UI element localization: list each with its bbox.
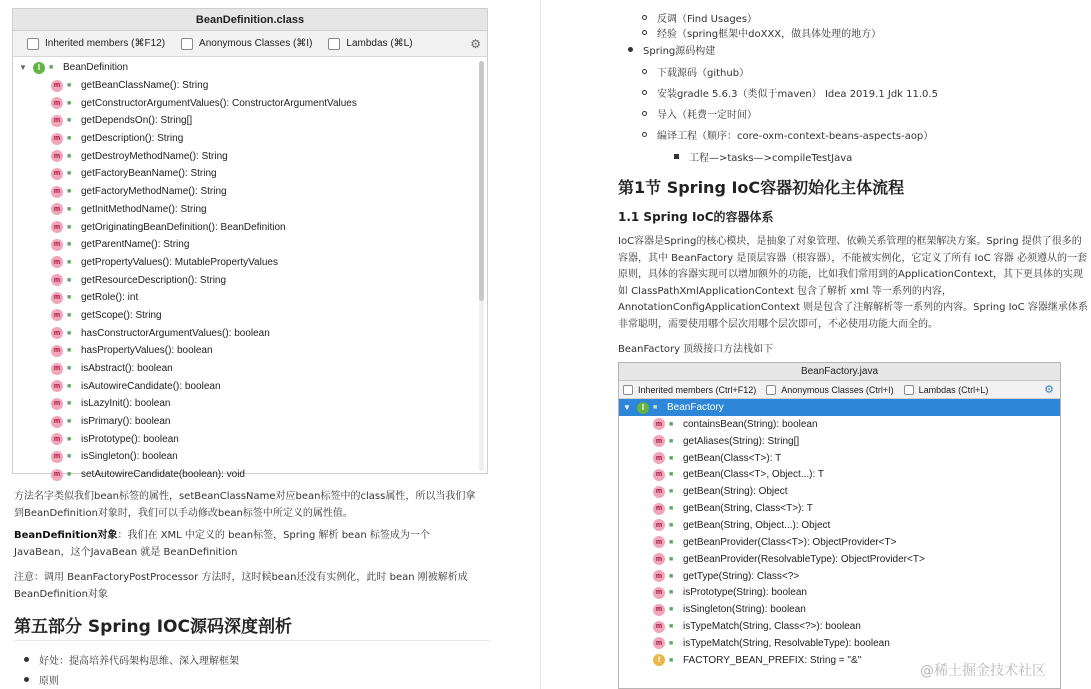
bold-term: BeanDefinition对象 [14,530,118,541]
public-access-icon: ■ [669,606,674,614]
method-icon: m [51,469,63,481]
method-label: getBean(String, Object...): Object [683,519,831,531]
paragraph-note: 注意：调用 BeanFactoryPostProcessor 方法时，这时候bean还没有实例化，此时 bean 刚被解析成 BeanDefinition对象 [14,572,468,600]
list-item: 工程—>tasks—>compileTestJava [674,148,852,164]
method-icon: m [653,503,665,515]
circle-bullet-icon [642,90,647,95]
method-icon: m [51,115,63,127]
inherited-members-option[interactable]: Inherited members (⌘F12) [27,38,165,50]
method-label: isPrototype(): boolean [81,433,179,445]
circle-bullet-icon [642,69,647,74]
public-access-icon: ■ [669,572,674,580]
method-label: isSingleton(): boolean [81,451,178,463]
public-access-icon: ■ [669,521,674,529]
method-label: getParentName(): String [81,239,190,251]
method-icon: m [653,553,665,565]
tree-root-label: BeanDefinition [63,62,129,74]
method-label: FACTORY_BEAN_PREFIX: String = "&" [683,654,862,666]
list-item: 编译工程（顺序：core-oxm-context-beans-aspects-aop） [642,126,933,142]
list-item: 经验（spring框架中doXXX，做具体处理的地方） [642,24,881,40]
method-label: getAliases(String): String[] [683,435,800,447]
method-icon: m [51,363,63,375]
method-icon: m [51,274,63,286]
section-heading: 1.1 Spring IoC的容器体系 [618,210,774,224]
method-icon: m [51,380,63,392]
public-access-icon: ■ [67,276,72,284]
method-row[interactable] [13,430,487,448]
public-access-icon: ■ [669,639,674,647]
public-access-icon: ■ [67,82,72,90]
public-access-icon: ■ [67,258,72,266]
method-icon: m [653,435,665,447]
method-icon: m [653,486,665,498]
public-access-icon: ■ [669,471,674,479]
beanfactory-structure-popup[interactable] [618,362,1061,689]
list-item: 安装gradle 5.6.3（类似于maven） Idea 2019.1 Jdk 11.0.5 [642,84,938,100]
method-label: isAutowireCandidate(): boolean [81,380,221,392]
method-row[interactable] [13,466,487,484]
method-icon: m [51,292,63,304]
method-row[interactable] [13,254,487,272]
method-label: isSingleton(String): boolean [683,604,806,616]
method-row[interactable] [13,147,487,165]
method-icon: m [653,570,665,582]
method-label: getBean(Class<T>, Object...): T [683,469,824,481]
method-row[interactable] [13,112,487,130]
method-row[interactable] [13,289,487,307]
method-label: getFactoryMethodName(): String [81,186,227,198]
method-icon: m [51,398,63,410]
public-access-icon: ■ [669,656,674,664]
beanfactory-options-bar [619,381,1060,399]
list-item: Spring源码构建 [628,41,715,57]
method-row[interactable] [13,201,487,219]
watermark: @稀土掘金技术社区 [920,663,1046,679]
anonymous-classes-option[interactable]: Anonymous Classes (⌘I) [181,38,312,50]
method-label: getInitMethodName(): String [81,203,207,215]
method-icon: m [653,621,665,633]
public-access-icon: ■ [67,471,72,479]
section-heading: 第五部分 Spring IOC源码深度剖析 [14,617,292,637]
structure-scrollbar[interactable] [479,61,484,471]
method-label: isPrimary(): boolean [81,416,171,428]
public-access-icon: ■ [67,311,72,319]
tree-root-beandefinition[interactable] [13,59,487,77]
method-row[interactable] [13,165,487,183]
left-document-page [0,0,500,689]
method-icon: m [653,587,665,599]
method-icon: m [51,309,63,321]
expand-triangle-icon[interactable]: ▼ [19,63,27,73]
tree-root-label: BeanFactory [667,402,724,413]
bullet-icon [24,657,29,662]
list-item: 反调（Find Usages） [642,9,757,25]
anonymous-classes-option[interactable]: Anonymous Classes (Ctrl+I) [766,385,893,395]
inherited-members-option[interactable]: Inherited members (Ctrl+F12) [623,385,756,395]
public-access-icon: ■ [669,505,674,513]
public-access-icon: ■ [67,365,72,373]
method-row[interactable] [619,551,1060,568]
method-row[interactable] [619,618,1060,635]
method-row[interactable] [13,448,487,466]
method-label: getScope(): String [81,309,162,321]
public-access-icon: ■ [669,454,674,462]
method-row[interactable] [619,416,1060,433]
method-row[interactable] [619,584,1060,601]
public-access-icon: ■ [669,437,674,445]
method-icon: m [653,637,665,649]
method-row[interactable] [619,483,1060,500]
interface-icon: I [33,62,45,74]
lambdas-checkbox[interactable] [904,385,914,395]
method-label: getBean(String): Object [683,486,788,498]
method-row[interactable] [13,236,487,254]
method-row[interactable] [13,360,487,378]
structure-options-bar [13,31,487,57]
method-icon: m [51,345,63,357]
public-access-icon: ■ [67,400,72,408]
method-label: isPrototype(String): boolean [683,587,807,599]
public-access-icon: ■ [67,294,72,302]
method-label: getDestroyMethodName(): String [81,150,228,162]
method-label: getResourceDescription(): String [81,274,227,286]
gear-icon[interactable]: ⚙ [1044,384,1054,396]
method-icon: m [51,256,63,268]
public-access-icon: ■ [67,205,72,213]
page-divider [540,0,541,689]
method-icon: m [51,221,63,233]
public-access-icon: ■ [67,347,72,355]
public-access-icon: ■ [67,418,72,426]
method-icon: m [51,203,63,215]
public-access-icon: ■ [669,488,674,496]
method-label: getBean(Class<T>): T [683,452,782,464]
method-icon: m [51,239,63,251]
method-label: isLazyInit(): boolean [81,398,171,410]
public-access-icon: ■ [669,555,674,563]
method-row[interactable] [13,94,487,112]
method-icon: m [51,97,63,109]
circle-bullet-icon [642,132,647,137]
method-row[interactable] [619,601,1060,618]
method-label: getDependsOn(): String[] [81,115,193,127]
public-access-icon: ■ [669,623,674,631]
method-label: hasConstructorArgumentValues(): boolean [81,327,270,339]
lambdas-option[interactable]: Lambdas (Ctrl+L) [904,385,989,395]
public-access-icon: ■ [67,188,72,196]
public-access-icon: ■ [67,152,72,160]
interface-icon: I [637,402,649,414]
public-access-icon: ■ [67,382,72,390]
method-label: getBeanClassName(): String [81,80,209,92]
public-access-icon: ■ [669,538,674,546]
method-label: getFactoryBeanName(): String [81,168,217,180]
anonymous-classes-checkbox[interactable] [181,38,193,50]
method-label: isAbstract(): boolean [81,363,173,375]
list-item: 好处：提高培养代码架构思维、深入理解框架 [24,651,239,667]
method-row[interactable] [13,324,487,342]
public-access-icon: ■ [67,170,72,178]
list-item: 原则 [24,671,59,687]
method-row[interactable] [619,534,1060,551]
method-row[interactable] [13,413,487,431]
method-icon: m [653,452,665,464]
lambdas-option[interactable]: Lambdas (⌘L) [328,38,412,50]
method-label: setAutowireCandidate(boolean): void [81,469,245,481]
method-row[interactable] [13,377,487,395]
gear-icon[interactable]: ⚙ [470,37,481,51]
lambdas-checkbox[interactable] [328,38,340,50]
method-label: isTypeMatch(String, Class<?>): boolean [683,621,861,633]
public-access-icon: ■ [67,99,72,107]
structure-popup[interactable] [12,8,488,481]
method-label: getBeanProvider(ResolvableType): ObjectProvider<T> [683,553,925,565]
public-access-icon: ■ [49,64,54,72]
anonymous-classes-checkbox[interactable] [766,385,776,395]
method-label: getBeanProvider(Class<T>): ObjectProvider<T> [683,536,897,548]
method-label: getConstructorArgumentValues(): ConstructorArgumentValues [81,97,357,109]
square-bullet-icon [674,154,679,159]
method-label: hasPropertyValues(): boolean [81,345,213,357]
chapter-heading: 第1节 Spring IoC容器初始化主体流程 [618,178,905,197]
method-row[interactable] [13,130,487,148]
method-label: isTypeMatch(String, ResolvableType): boolean [683,637,890,649]
public-access-icon: ■ [67,241,72,249]
method-row[interactable] [13,183,487,201]
method-label: containsBean(String): boolean [683,418,818,430]
method-row[interactable] [13,307,487,325]
paragraph-bean-properties: 方法名字类似我们bean标签的属性，setBeanClassName对应bean标签中的class属性，所以当我们拿到BeanDefinition对象时，我们可以手动修改bean标签中所定义的属性值。 [14,491,476,519]
inherited-members-checkbox[interactable] [623,385,633,395]
method-label: getBean(String, Class<T>): T [683,503,813,515]
tree-root-beanfactory[interactable] [619,399,1060,416]
method-row[interactable] [619,568,1060,585]
method-icon: m [653,469,665,481]
method-label: getType(String): Class<?> [683,570,800,582]
expand-triangle-icon[interactable]: ▼ [623,403,631,412]
method-icon: m [653,519,665,531]
method-row[interactable] [13,395,487,413]
method-icon: m [653,536,665,548]
method-row[interactable] [13,218,487,236]
heading-divider [14,640,490,641]
circle-bullet-icon [642,111,647,116]
right-document-page [560,0,1091,689]
public-access-icon: ■ [67,453,72,461]
method-row[interactable] [619,500,1060,517]
public-access-icon: ■ [653,404,658,411]
circle-bullet-icon [642,30,647,35]
bullet-icon [628,47,633,52]
structure-popup-title: BeanDefinition.class [13,9,487,31]
method-icon: m [51,451,63,463]
list-item: 导入（耗费一定时间） [642,105,757,121]
beanfactory-caption: BeanFactory 顶级接口方法栈如下 [618,344,774,355]
public-access-icon: ■ [67,135,72,143]
field-icon: f [653,654,665,666]
page-gutter [500,0,560,689]
beanfactory-popup-title: BeanFactory.java [619,363,1060,381]
method-label: getRole(): int [81,292,139,304]
method-icon: m [51,327,63,339]
list-item: 下载源码（github） [642,63,749,79]
structure-tree [13,57,487,484]
method-row[interactable] [619,635,1060,652]
method-icon: m [653,418,665,430]
public-access-icon: ■ [67,223,72,231]
scrollbar-thumb[interactable] [479,61,484,301]
method-label: getOriginatingBeanDefinition(): BeanDefinition [81,221,286,233]
method-icon: m [51,168,63,180]
method-icon: m [653,604,665,616]
method-row[interactable] [619,433,1060,450]
beanfactory-method-list [619,416,1060,669]
bullet-icon [24,677,29,682]
inherited-members-checkbox[interactable] [27,38,39,50]
public-access-icon: ■ [669,420,674,428]
method-icon: m [51,416,63,428]
paragraph-beandefinition-object: BeanDefinition对象：我们在 XML 中定义的 bean标签，Spring 解析 bean 标签成为一个 JavaBean，这个JavaBean 就是 BeanDefinition [14,530,430,558]
method-row[interactable] [13,77,487,95]
circle-bullet-icon [642,15,647,20]
method-row[interactable] [619,517,1060,534]
method-row[interactable] [619,450,1060,467]
paragraph-ioc-container: IoC容器是Spring的核心模块，是抽象了对象管理、依赖关系管理的框架解决方案。Spring 提供了很多的容器，其中 BeanFactory 是顶层容器（根容器），不能被实例化，它定义了所有 IoC 容器 必须遵从的一套原则，具体的容器实现可以增加额外的功能，比如我们常用到的ApplicationContext，其下更具体的实现如 ClassPathXmlApplicationContext 包含了解析 xml 等一系列的内容，AnnotationConfigApplicationContext 则是包含了注解解析等一系列的内容。Spring IoC 容器继承体系非常聪明，需要使用哪个层次用哪个层次即可，不必使用功能大而全的。 [618,236,1088,330]
method-icon: m [51,433,63,445]
public-access-icon: ■ [67,435,72,443]
method-icon: m [51,186,63,198]
public-access-icon: ■ [67,329,72,337]
method-row[interactable] [619,467,1060,484]
method-icon: m [51,133,63,145]
method-label: getPropertyValues(): MutablePropertyValues [81,256,278,268]
method-row[interactable] [13,342,487,360]
public-access-icon: ■ [67,117,72,125]
method-label: getDescription(): String [81,133,184,145]
method-icon: m [51,80,63,92]
method-icon: m [51,150,63,162]
public-access-icon: ■ [669,589,674,597]
method-row[interactable] [13,271,487,289]
